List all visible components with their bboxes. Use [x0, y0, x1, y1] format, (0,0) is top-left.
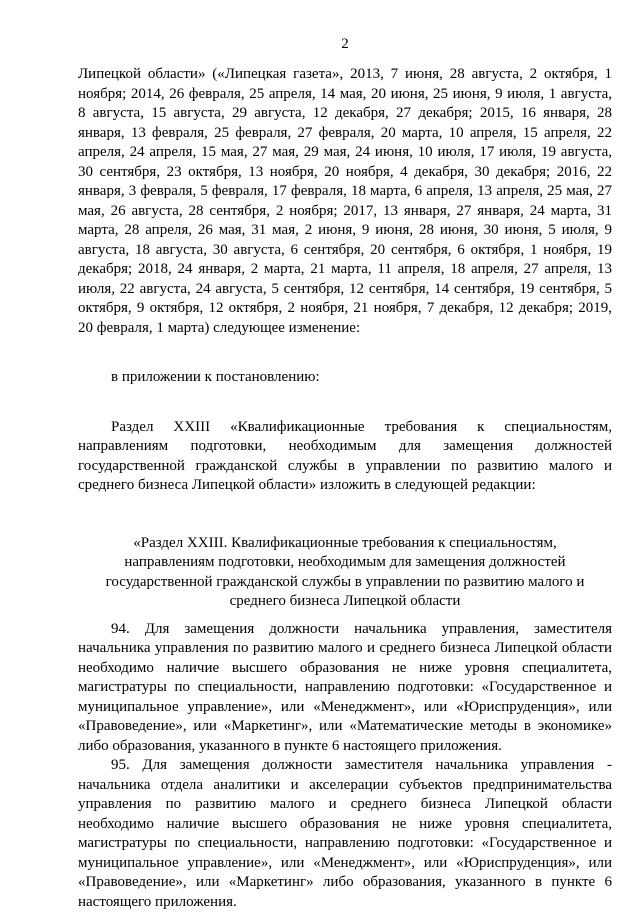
text-line: 8 августа, 15 августа, 29 августа, 12 декабря, 27 декабря; 2015, 16 января, 28: [78, 104, 612, 124]
text-line: необходимо наличие высшего образования не ниже уровня специалитета,: [78, 815, 612, 835]
text-line: октября, 9 октября, 12 октября, 2 ноября, 21 ноября, 7 декабря, 12 декабря; 2019,: [78, 299, 612, 319]
section-paragraph: [78, 418, 612, 496]
text-line: января, 13 февраля, 25 февраля, 27 февраля, 20 марта, 10 апреля, 15 апреля, 22: [78, 124, 612, 144]
text-line: муниципальное управление», или «Менеджмент», или «Юриспруденция», или: [78, 698, 612, 718]
text-line: управления по развитию малого и среднего бизнеса Липецкой области: [78, 795, 612, 815]
text-line: в приложении к постановлению:: [78, 368, 612, 388]
text-line: ноября; 2014, 26 февраля, 25 апреля, 14 мая, 20 июня, 25 июня, 9 июля, 1 августа,: [78, 85, 612, 105]
text-line: Раздел XXIII «Квалификационные требования к специальностям,: [78, 418, 612, 438]
appendix-paragraph: [78, 368, 612, 388]
text-line: необходимо наличие высшего образования не ниже уровня специалитета,: [78, 659, 612, 679]
text-line: среднего бизнеса Липецкой области» изложить в следующей редакции:: [78, 476, 612, 496]
text-line: Липецкой области» («Липецкая газета», 2013, 7 июня, 28 августа, 2 октября, 1: [78, 65, 612, 85]
text-line: 30 сентября, 23 октября, 13 ноября, 20 ноября, 4 декабря, 30 декабря; 2016, 22: [78, 163, 612, 183]
text-line: марта, 28 апреля, 26 мая, 31 мая, 2 июня, 9 июня, 28 июня, 30 июня, 5 июля, 9: [78, 221, 612, 241]
text-line: магистратуры по специальности, направлению подготовки: «Государственное и: [78, 678, 612, 698]
text-line: августа, 18 августа, 30 августа, 6 сентября, 20 сентября, 6 октября, 1 ноября, 19: [78, 241, 612, 261]
text-line: июля, 22 августа, 24 августа, 5 сентября, 12 сентября, 14 сентября, 19 сентября, 5: [78, 280, 612, 300]
text-line: декабря; 2018, 24 января, 2 марта, 21 марта, 11 апреля, 18 апреля, 27 апреля, 13: [78, 260, 612, 280]
item-94: [78, 620, 612, 757]
text-line: января, 3 февраля, 5 февраля, 17 февраля, 18 марта, 6 апреля, 13 апреля, 25 мая, 27: [78, 182, 612, 202]
page-number: 2: [78, 36, 612, 53]
text-line: муниципальное управление», или «Менеджмент», или «Юриспруденция», или: [78, 854, 612, 874]
item-95: [78, 756, 612, 912]
text-line: 20 февраля, 1 марта) следующее изменение:: [78, 319, 612, 339]
text-line: настоящего приложения.: [78, 893, 612, 912]
text-line: начальника отдела аналитики и акселерации субъектов предпринимательства: [78, 776, 612, 796]
text-line: 95. Для замещения должности заместителя начальника управления -: [78, 756, 612, 776]
text-line: либо образования, указанного в пункте 6 настоящего приложения.: [78, 737, 612, 757]
text-line: «Правоведение», или «Маркетинг» либо образования, указанного в пункте 6: [78, 873, 612, 893]
title-line: направлениям подготовки, необходимым для замещения должностей: [78, 553, 612, 573]
text-line: 94. Для замещения должности начальника управления, заместителя: [78, 620, 612, 640]
title-line: среднего бизнеса Липецкой области: [78, 592, 612, 612]
text-line: государственной гражданской службы в управлении по развитию малого и: [78, 457, 612, 477]
section-title: [78, 534, 612, 612]
text-line: начальника управления по развитию малого и среднего бизнеса Липецкой области: [78, 639, 612, 659]
title-line: государственной гражданской службы в управлении по развитию малого и: [78, 573, 612, 593]
text-line: апреля, 24 апреля, 15 мая, 27 мая, 29 мая, 24 июня, 10 июля, 17 июля, 19 августа,: [78, 143, 612, 163]
text-line: «Правоведение», или «Маркетинг», или «Математические методы в экономике»: [78, 717, 612, 737]
text-line: направлениям подготовки, необходимым для замещения должностей: [78, 437, 612, 457]
intro-paragraph: [78, 65, 612, 338]
title-line: «Раздел XXIII. Квалификационные требования к специальностям,: [78, 534, 612, 554]
text-line: магистратуры по специальности, направлению подготовки: «Государственное и: [78, 834, 612, 854]
text-line: мая, 26 августа, 28 сентября, 2 ноября; 2017, 13 января, 27 января, 24 марта, 31: [78, 202, 612, 222]
